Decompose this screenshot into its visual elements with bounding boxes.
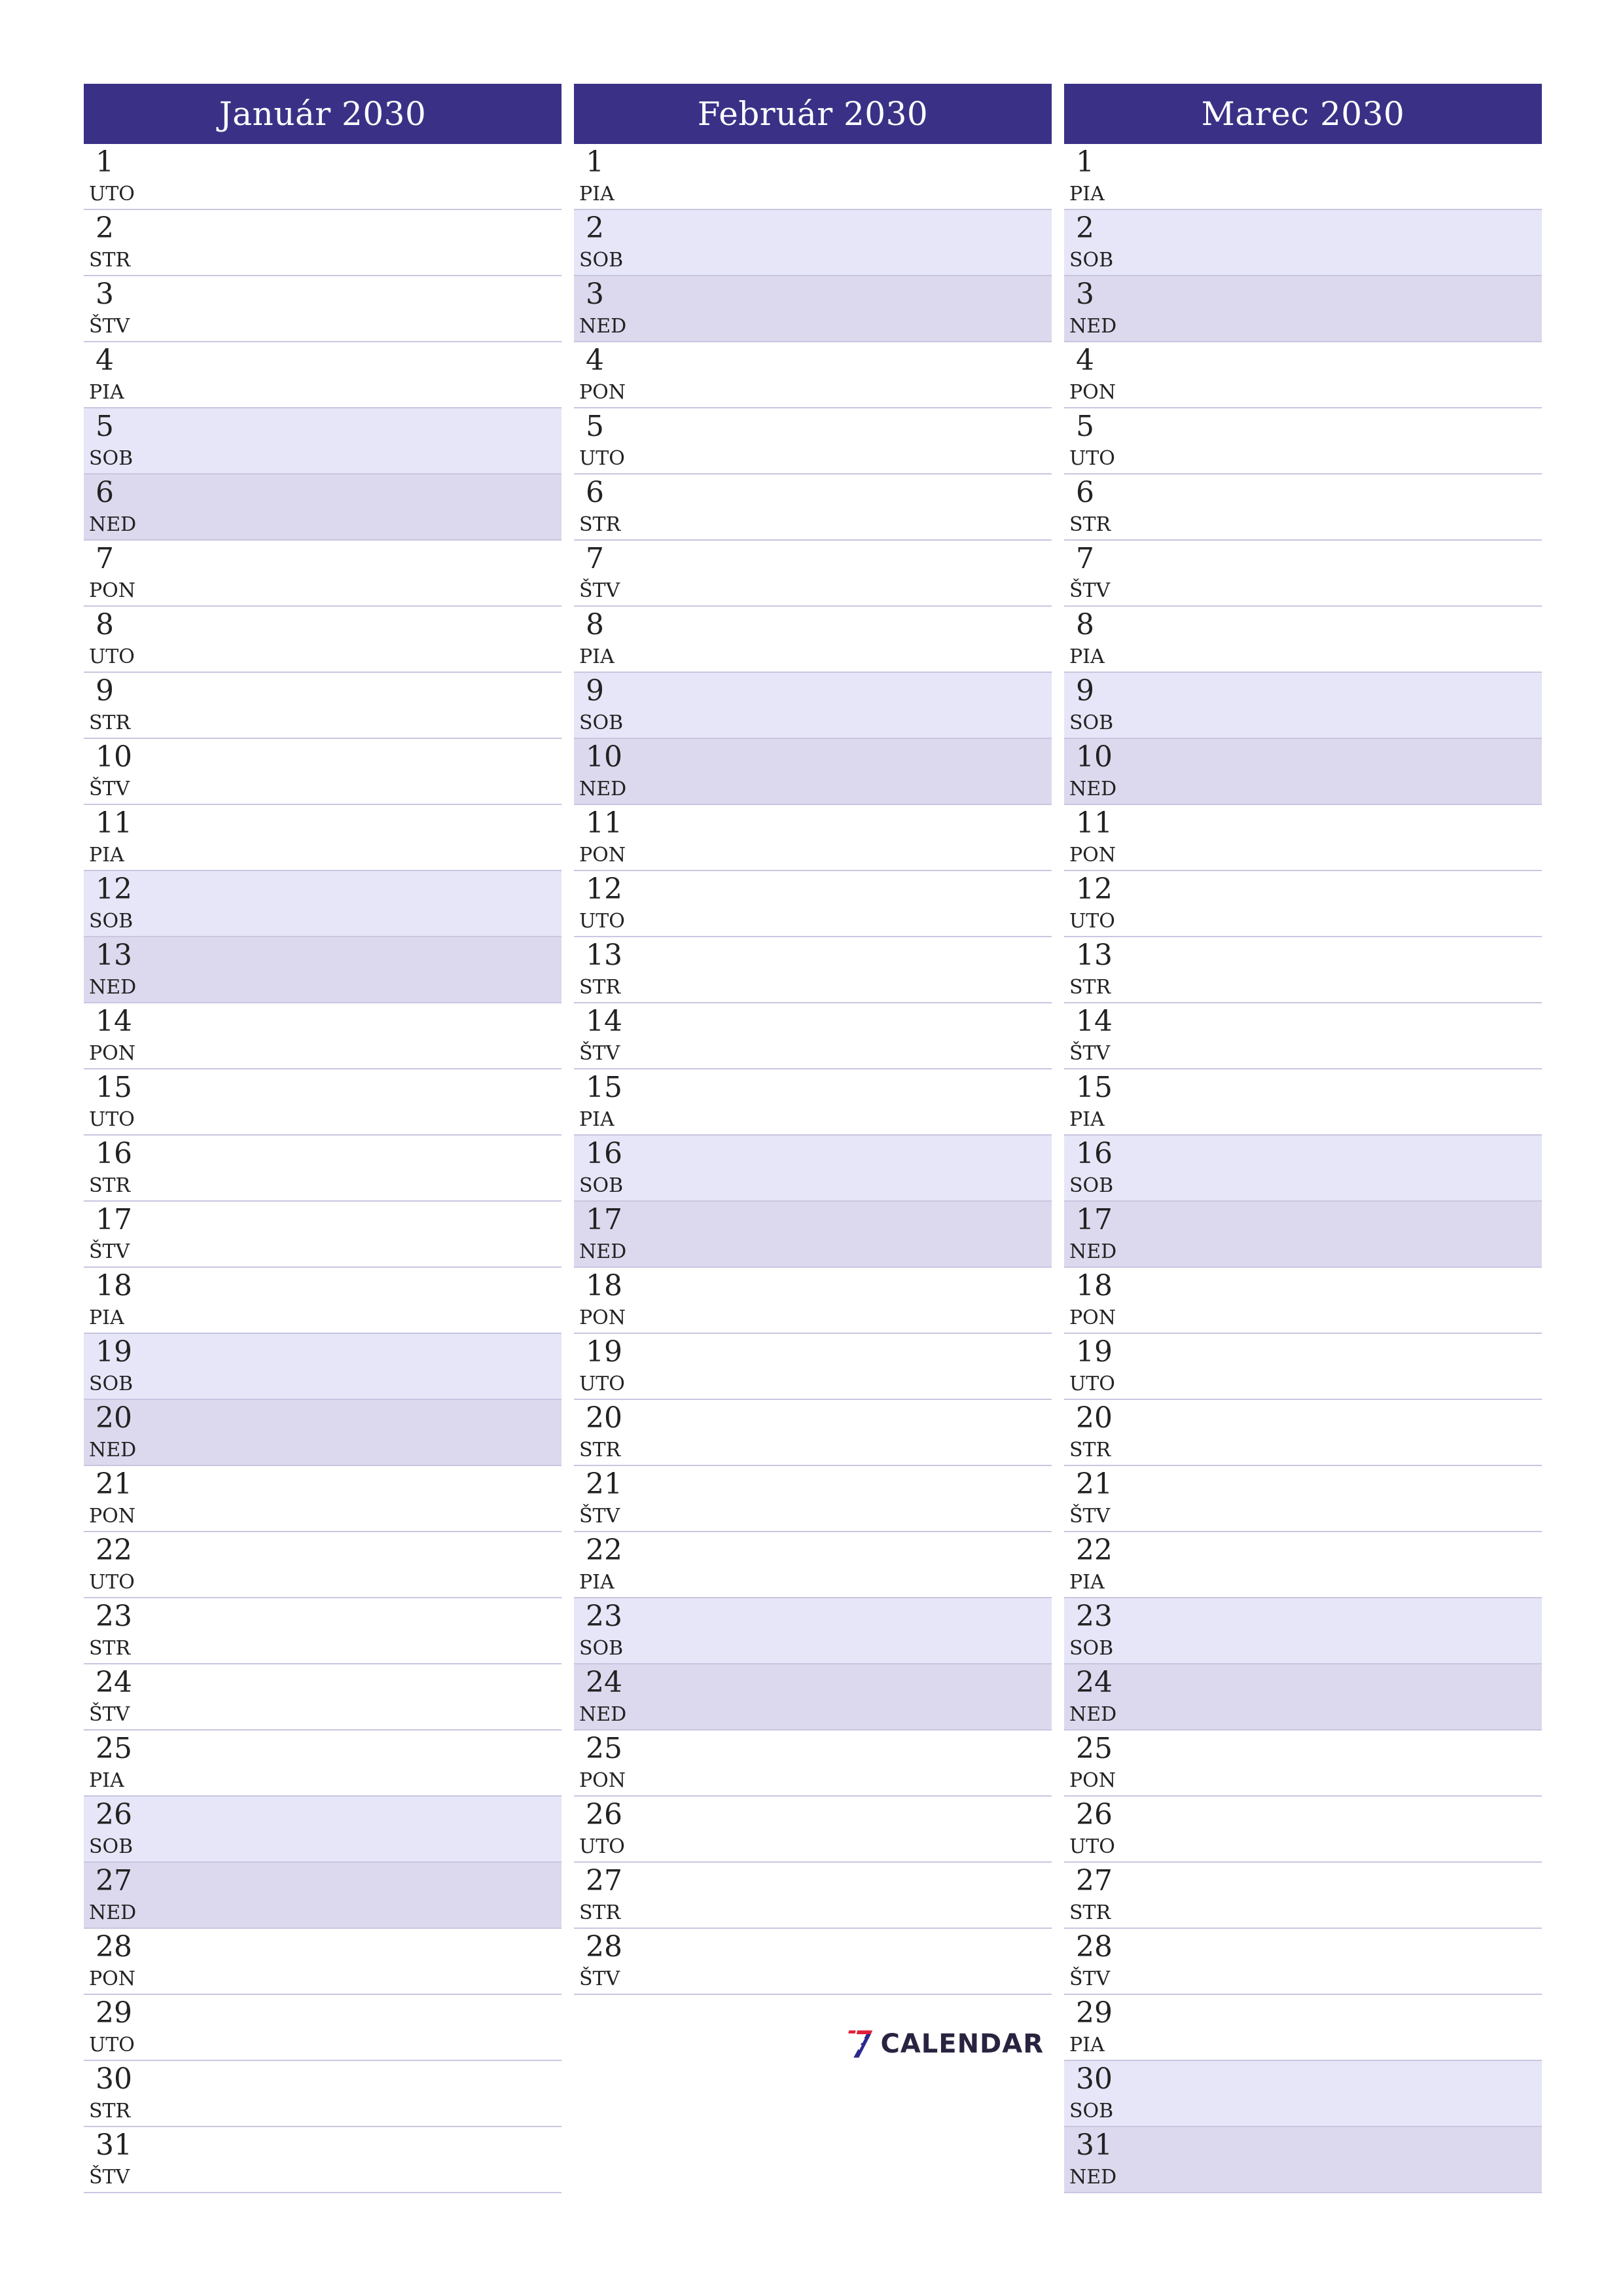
day-row bbox=[1064, 1664, 1542, 1731]
day-number: 23 bbox=[1076, 1600, 1113, 1633]
weekday-label: NED bbox=[579, 778, 627, 800]
day-number: 17 bbox=[586, 1203, 622, 1236]
weekday-label: ŠTV bbox=[89, 2166, 130, 2189]
weekday-label: NED bbox=[1069, 1240, 1117, 1263]
day-row bbox=[84, 871, 562, 937]
weekday-label: ŠTV bbox=[579, 1967, 620, 1990]
day-row bbox=[574, 1202, 1052, 1268]
weekday-label: PON bbox=[89, 1967, 136, 1990]
day-number: 25 bbox=[1076, 1732, 1113, 1765]
day-number: 31 bbox=[96, 2128, 132, 2162]
day-number: 13 bbox=[1076, 939, 1113, 972]
weekday-label: ŠTV bbox=[1069, 1042, 1111, 1065]
day-number: 5 bbox=[586, 410, 604, 443]
weekday-label: SOB bbox=[89, 1835, 134, 1858]
day-number: 3 bbox=[586, 278, 604, 311]
weekday-label: PIA bbox=[89, 1769, 124, 1792]
day-row bbox=[1064, 2061, 1542, 2127]
day-row bbox=[1064, 342, 1542, 408]
day-number: 11 bbox=[96, 806, 132, 840]
weekday-label: NED bbox=[1069, 315, 1117, 338]
day-number: 29 bbox=[96, 1996, 132, 2030]
weekday-label: SOB bbox=[89, 447, 134, 470]
day-row bbox=[1064, 1863, 1542, 1929]
day-row bbox=[574, 1268, 1052, 1334]
day-number: 19 bbox=[1076, 1335, 1113, 1369]
day-number: 1 bbox=[96, 145, 114, 179]
day-number: 4 bbox=[1076, 344, 1094, 377]
day-number: 23 bbox=[96, 1600, 132, 1633]
weekday-label: PIA bbox=[1069, 183, 1105, 206]
day-row bbox=[84, 475, 562, 541]
day-row bbox=[574, 1863, 1052, 1929]
day-number: 18 bbox=[586, 1269, 622, 1302]
day-row bbox=[84, 1400, 562, 1466]
day-number: 28 bbox=[586, 1930, 622, 1964]
day-row bbox=[84, 1929, 562, 1995]
day-row bbox=[574, 937, 1052, 1003]
seven-logo-icon bbox=[847, 2018, 874, 2070]
day-row bbox=[574, 475, 1052, 541]
weekday-label: PIA bbox=[1069, 645, 1105, 668]
weekday-label: UTO bbox=[89, 2034, 135, 2056]
day-number: 6 bbox=[96, 476, 114, 509]
weekday-label: PON bbox=[89, 579, 136, 602]
day-row bbox=[574, 342, 1052, 408]
weekday-label: ŠTV bbox=[89, 1240, 130, 1263]
weekday-label: SOB bbox=[1069, 2100, 1114, 2123]
weekday-label: STR bbox=[579, 1901, 621, 1924]
day-row bbox=[1064, 871, 1542, 937]
day-number: 7 bbox=[586, 542, 604, 575]
weekday-label: PON bbox=[579, 844, 626, 867]
day-row bbox=[84, 1202, 562, 1268]
weekday-label: ŠTV bbox=[89, 315, 130, 338]
weekday-label: SOB bbox=[579, 711, 624, 734]
day-number: 10 bbox=[586, 740, 622, 774]
day-number: 12 bbox=[1076, 872, 1113, 906]
day-row bbox=[574, 1797, 1052, 1863]
day-number: 22 bbox=[96, 1534, 132, 1567]
weekday-label: SOB bbox=[89, 910, 134, 933]
weekday-label: UTO bbox=[1069, 1372, 1115, 1395]
day-row bbox=[1064, 1797, 1542, 1863]
day-row bbox=[1064, 673, 1542, 739]
day-row bbox=[1064, 1003, 1542, 1069]
day-number: 13 bbox=[586, 939, 622, 972]
day-row bbox=[1064, 805, 1542, 871]
day-row bbox=[1064, 1136, 1542, 1202]
day-row bbox=[84, 2127, 562, 2193]
day-row bbox=[1064, 210, 1542, 276]
day-number: 5 bbox=[1076, 410, 1094, 443]
day-number: 22 bbox=[1076, 1534, 1113, 1567]
day-row bbox=[1064, 1532, 1542, 1598]
day-number: 10 bbox=[1076, 740, 1113, 774]
day-number: 14 bbox=[1076, 1005, 1113, 1038]
day-number: 17 bbox=[1076, 1203, 1113, 1236]
weekday-label: NED bbox=[89, 1901, 137, 1924]
day-row bbox=[1064, 276, 1542, 342]
day-number: 2 bbox=[96, 211, 114, 245]
day-number: 24 bbox=[96, 1666, 132, 1699]
day-number: 18 bbox=[1076, 1269, 1113, 1302]
weekday-label: ŠTV bbox=[1069, 1967, 1111, 1990]
weekday-label: UTO bbox=[1069, 1835, 1115, 1858]
weekday-label: PIA bbox=[1069, 2034, 1105, 2056]
day-number: 26 bbox=[96, 1798, 132, 1831]
day-row bbox=[1064, 1069, 1542, 1136]
weekday-label: PIA bbox=[1069, 1571, 1105, 1594]
weekday-label: STR bbox=[579, 1439, 621, 1462]
weekday-label: STR bbox=[579, 976, 621, 999]
day-number: 11 bbox=[586, 806, 622, 840]
day-row bbox=[574, 1532, 1052, 1598]
day-number: 14 bbox=[586, 1005, 622, 1038]
day-number: 18 bbox=[96, 1269, 132, 1302]
day-row bbox=[574, 739, 1052, 805]
weekday-label: SOB bbox=[1069, 249, 1114, 272]
weekday-label: PIA bbox=[579, 645, 615, 668]
day-row bbox=[1064, 607, 1542, 673]
day-number: 6 bbox=[586, 476, 604, 509]
brand-logo-text: CALENDAR bbox=[880, 2029, 1044, 2059]
day-row bbox=[84, 1598, 562, 1664]
day-row bbox=[1064, 1400, 1542, 1466]
day-row bbox=[84, 1136, 562, 1202]
month-column-january bbox=[84, 84, 562, 2193]
weekday-label: STR bbox=[579, 513, 621, 536]
day-row bbox=[84, 673, 562, 739]
day-number: 9 bbox=[586, 674, 604, 708]
weekday-label: PON bbox=[89, 1042, 136, 1065]
day-number: 12 bbox=[96, 872, 132, 906]
weekday-label: ŠTV bbox=[579, 579, 620, 602]
day-row bbox=[1064, 1929, 1542, 1995]
weekday-label: NED bbox=[579, 1240, 627, 1263]
day-row bbox=[84, 739, 562, 805]
day-number: 11 bbox=[1076, 806, 1113, 840]
day-row bbox=[574, 1334, 1052, 1400]
day-number: 7 bbox=[1076, 542, 1094, 575]
day-row bbox=[84, 937, 562, 1003]
day-row bbox=[574, 1598, 1052, 1664]
day-number: 20 bbox=[1076, 1401, 1113, 1435]
day-number: 27 bbox=[1076, 1864, 1113, 1897]
day-list bbox=[84, 144, 562, 2193]
day-row bbox=[1064, 144, 1542, 210]
day-number: 30 bbox=[1076, 2062, 1113, 2096]
month-column-february bbox=[574, 84, 1052, 1995]
weekday-label: UTO bbox=[1069, 910, 1115, 933]
weekday-label: SOB bbox=[579, 1637, 624, 1660]
day-number: 25 bbox=[586, 1732, 622, 1765]
weekday-label: STR bbox=[1069, 513, 1111, 536]
day-number: 16 bbox=[586, 1137, 622, 1170]
weekday-label: PIA bbox=[579, 183, 615, 206]
day-number: 27 bbox=[586, 1864, 622, 1897]
day-number: 9 bbox=[1076, 674, 1094, 708]
weekday-label: UTO bbox=[89, 645, 135, 668]
weekday-label: NED bbox=[1069, 1703, 1117, 1726]
day-row bbox=[574, 1069, 1052, 1136]
day-row bbox=[574, 871, 1052, 937]
day-row bbox=[84, 1466, 562, 1532]
weekday-label: PIA bbox=[579, 1571, 615, 1594]
weekday-label: PON bbox=[1069, 381, 1116, 404]
day-number: 8 bbox=[1076, 608, 1094, 641]
weekday-label: SOB bbox=[1069, 1174, 1114, 1197]
month-title: Február 2030 bbox=[574, 84, 1052, 144]
weekday-label: NED bbox=[89, 976, 137, 999]
weekday-label: UTO bbox=[579, 1372, 625, 1395]
weekday-label: PIA bbox=[1069, 1108, 1105, 1131]
month-column-march bbox=[1064, 84, 1542, 2193]
day-row bbox=[1064, 1334, 1542, 1400]
day-number: 8 bbox=[96, 608, 114, 641]
day-number: 19 bbox=[96, 1335, 132, 1369]
weekday-label: PON bbox=[89, 1505, 136, 1528]
day-number: 31 bbox=[1076, 2128, 1113, 2162]
weekday-label: SOB bbox=[1069, 711, 1114, 734]
weekday-label: STR bbox=[89, 1637, 131, 1660]
day-number: 14 bbox=[96, 1005, 132, 1038]
day-row bbox=[1064, 1598, 1542, 1664]
day-row bbox=[574, 1466, 1052, 1532]
day-row bbox=[84, 276, 562, 342]
day-number: 4 bbox=[96, 344, 114, 377]
weekday-label: STR bbox=[1069, 1901, 1111, 1924]
day-number: 17 bbox=[96, 1203, 132, 1236]
day-row bbox=[84, 1731, 562, 1797]
day-number: 24 bbox=[1076, 1666, 1113, 1699]
day-number: 30 bbox=[96, 2062, 132, 2096]
day-number: 23 bbox=[586, 1600, 622, 1633]
day-row bbox=[84, 1532, 562, 1598]
weekday-label: PIA bbox=[89, 844, 124, 867]
weekday-label: STR bbox=[89, 711, 131, 734]
day-row bbox=[574, 408, 1052, 475]
weekday-label: ŠTV bbox=[579, 1505, 620, 1528]
day-row bbox=[84, 144, 562, 210]
day-number: 3 bbox=[1076, 278, 1094, 311]
weekday-label: SOB bbox=[89, 1372, 134, 1395]
day-number: 29 bbox=[1076, 1996, 1113, 2030]
weekday-label: UTO bbox=[89, 183, 135, 206]
weekday-label: NED bbox=[579, 315, 627, 338]
weekday-label: ŠTV bbox=[89, 1703, 130, 1726]
day-row bbox=[574, 1136, 1052, 1202]
day-row bbox=[84, 1268, 562, 1334]
day-row bbox=[1064, 2127, 1542, 2193]
day-row bbox=[84, 607, 562, 673]
day-row bbox=[1064, 408, 1542, 475]
weekday-label: STR bbox=[89, 1174, 131, 1197]
weekday-label: ŠTV bbox=[579, 1042, 620, 1065]
day-number: 21 bbox=[96, 1467, 132, 1501]
day-list bbox=[1064, 144, 1542, 2193]
day-number: 22 bbox=[586, 1534, 622, 1567]
weekday-label: PIA bbox=[89, 1306, 124, 1329]
day-row bbox=[84, 408, 562, 475]
weekday-label: STR bbox=[1069, 1439, 1111, 1462]
day-row bbox=[84, 1069, 562, 1136]
day-row bbox=[84, 1863, 562, 1929]
day-number: 7 bbox=[96, 542, 114, 575]
day-row bbox=[84, 1003, 562, 1069]
day-row bbox=[1064, 475, 1542, 541]
day-number: 3 bbox=[96, 278, 114, 311]
day-number: 2 bbox=[1076, 211, 1094, 245]
day-number: 2 bbox=[586, 211, 604, 245]
day-number: 10 bbox=[96, 740, 132, 774]
day-row bbox=[84, 1664, 562, 1731]
day-number: 15 bbox=[1076, 1071, 1113, 1104]
day-number: 20 bbox=[96, 1401, 132, 1435]
day-row bbox=[574, 673, 1052, 739]
day-row bbox=[84, 342, 562, 408]
day-row bbox=[84, 1797, 562, 1863]
weekday-label: UTO bbox=[579, 447, 625, 470]
day-row bbox=[84, 1334, 562, 1400]
day-number: 13 bbox=[96, 939, 132, 972]
day-number: 6 bbox=[1076, 476, 1094, 509]
day-number: 26 bbox=[1076, 1798, 1113, 1831]
weekday-label: STR bbox=[89, 249, 131, 272]
day-number: 15 bbox=[586, 1071, 622, 1104]
day-number: 4 bbox=[586, 344, 604, 377]
day-row bbox=[1064, 1268, 1542, 1334]
day-number: 5 bbox=[96, 410, 114, 443]
day-row bbox=[1064, 1731, 1542, 1797]
weekday-label: STR bbox=[1069, 976, 1111, 999]
month-title: Január 2030 bbox=[84, 84, 562, 144]
weekday-label: PIA bbox=[89, 381, 124, 404]
weekday-label: SOB bbox=[579, 249, 624, 272]
weekday-label: ŠTV bbox=[89, 778, 130, 800]
weekday-label: UTO bbox=[579, 910, 625, 933]
day-row bbox=[574, 1003, 1052, 1069]
day-row bbox=[1064, 541, 1542, 607]
day-row bbox=[574, 210, 1052, 276]
day-number: 24 bbox=[586, 1666, 622, 1699]
day-number: 27 bbox=[96, 1864, 132, 1897]
day-row bbox=[574, 607, 1052, 673]
day-row bbox=[574, 1731, 1052, 1797]
day-number: 28 bbox=[1076, 1930, 1113, 1964]
day-number: 1 bbox=[586, 145, 604, 179]
day-row bbox=[84, 2061, 562, 2127]
weekday-label: NED bbox=[1069, 778, 1117, 800]
day-row bbox=[1064, 739, 1542, 805]
month-title: Marec 2030 bbox=[1064, 84, 1542, 144]
day-number: 9 bbox=[96, 674, 114, 708]
weekday-label: NED bbox=[579, 1703, 627, 1726]
brand-logo bbox=[847, 2018, 1044, 2070]
day-number: 16 bbox=[96, 1137, 132, 1170]
day-row bbox=[574, 1400, 1052, 1466]
day-number: 20 bbox=[586, 1401, 622, 1435]
weekday-label: PON bbox=[579, 381, 626, 404]
day-row bbox=[84, 210, 562, 276]
day-row bbox=[84, 1995, 562, 2061]
day-row bbox=[574, 1664, 1052, 1731]
day-number: 15 bbox=[96, 1071, 132, 1104]
day-number: 25 bbox=[96, 1732, 132, 1765]
day-row bbox=[84, 541, 562, 607]
day-number: 21 bbox=[1076, 1467, 1113, 1501]
weekday-label: NED bbox=[89, 1439, 137, 1462]
day-number: 21 bbox=[586, 1467, 622, 1501]
weekday-label: UTO bbox=[1069, 447, 1115, 470]
day-row bbox=[84, 805, 562, 871]
day-number: 8 bbox=[586, 608, 604, 641]
day-number: 26 bbox=[586, 1798, 622, 1831]
day-row bbox=[1064, 937, 1542, 1003]
weekday-label: ŠTV bbox=[1069, 579, 1111, 602]
day-row bbox=[1064, 1995, 1542, 2061]
weekday-label: UTO bbox=[579, 1835, 625, 1858]
weekday-label: PON bbox=[579, 1769, 626, 1792]
weekday-label: STR bbox=[89, 2100, 131, 2123]
weekday-label: ŠTV bbox=[1069, 1505, 1111, 1528]
day-row bbox=[574, 144, 1052, 210]
day-row bbox=[574, 541, 1052, 607]
day-number: 16 bbox=[1076, 1137, 1113, 1170]
day-row bbox=[1064, 1466, 1542, 1532]
weekday-label: PON bbox=[1069, 1306, 1116, 1329]
weekday-label: NED bbox=[1069, 2166, 1117, 2189]
weekday-label: PON bbox=[1069, 1769, 1116, 1792]
day-row bbox=[1064, 1202, 1542, 1268]
weekday-label: PON bbox=[579, 1306, 626, 1329]
day-number: 12 bbox=[586, 872, 622, 906]
weekday-label: SOB bbox=[579, 1174, 624, 1197]
weekday-label: PIA bbox=[579, 1108, 615, 1131]
weekday-label: SOB bbox=[1069, 1637, 1114, 1660]
weekday-label: NED bbox=[89, 513, 137, 536]
weekday-label: UTO bbox=[89, 1108, 135, 1131]
day-number: 19 bbox=[586, 1335, 622, 1369]
day-row bbox=[574, 276, 1052, 342]
day-number: 1 bbox=[1076, 145, 1094, 179]
day-row bbox=[574, 1929, 1052, 1995]
day-row bbox=[574, 805, 1052, 871]
day-list bbox=[574, 144, 1052, 1995]
weekday-label: PON bbox=[1069, 844, 1116, 867]
day-number: 28 bbox=[96, 1930, 132, 1964]
weekday-label: UTO bbox=[89, 1571, 135, 1594]
